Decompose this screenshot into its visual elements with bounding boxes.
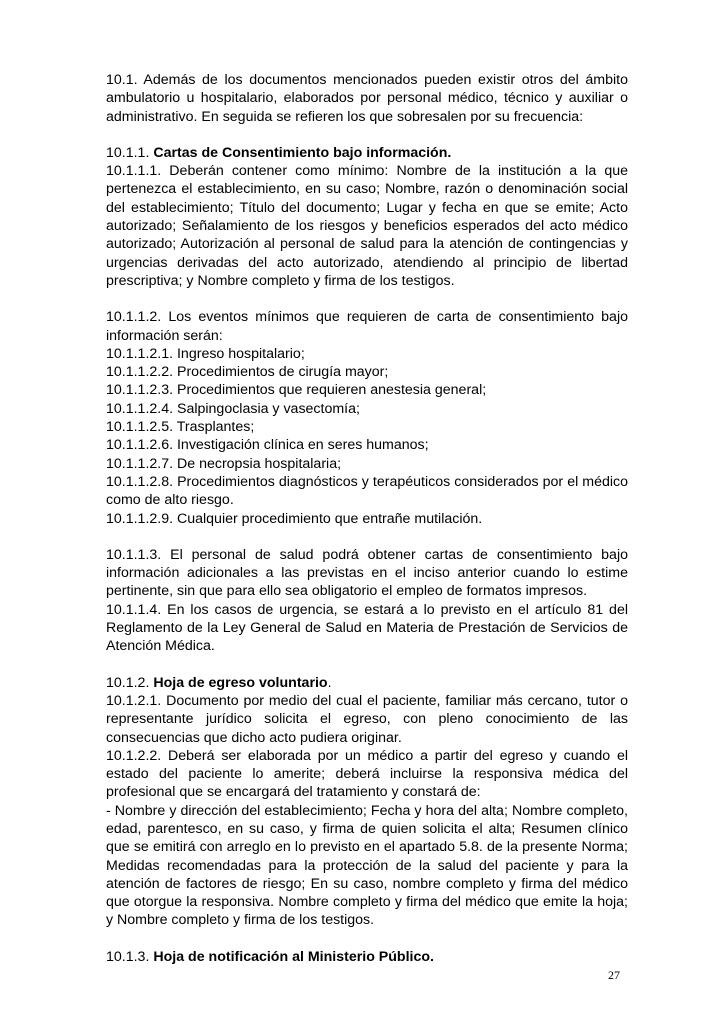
document-page [106,71,628,966]
section-title: Cartas de Consentimiento bajo información. [153,144,452,161]
section-10-1-1-heading [106,144,628,162]
section-number: 10.1.3. [106,948,154,965]
intro-paragraph: 10.1. Además de los documentos mencionados pueden existir otros del ámbito ambulatorio u hospitalario, elaborados por personal médico, técnico y auxiliar o administrativo. En seguida se refieren los que sobresalen por su frecuencia: [106,72,628,125]
paragraph-10-1-1-3: 10.1.1.3. El personal de salud podrá obtener cartas de consentimiento bajo información adicionales a las previstas en el inciso anterior cuando lo estime pertinente, sin que para ello sea obligatorio el empleo de formatos impresos. [106,546,628,600]
paragraph-10-1-2-2-items: - Nombre y dirección del establecimiento; Fecha y hora del alta; Nombre completo, edad, parentesco, en su caso, y firma de quien solicita el alta; Resumen clínico que se emitirá con arreglo en lo previsto en el apartado 5.8. de la presente Norma; Medidas recomendadas para la protección de la salud del paciente y para la atención de factores de riesgo; En su caso, nombre completo y firma del médico que otorgue la responsiva. Nombre completo y firma del médico que emite la hoja; y Nombre completo y firma de los testigos. [106,802,628,929]
paragraph-10-1-2-1: 10.1.2.1. Documento por medio del cual el paciente, familiar más cercano, tutor o representante jurídico solicita el egreso, con pleno conocimiento de las consecuencias que dicho acto pudiera originar. [106,692,628,746]
paragraph-10-1-2-2: 10.1.2.2. Deberá ser elaborada por un médico a partir del egreso y cuando el estado del paciente lo amerite; deberá incluirse la responsiva médica del profesional que se encargará del tratamiento y constará de: [106,747,628,801]
list-item: 10.1.1.2.4. Salpingoclasia y vasectomía; [106,400,360,417]
page-number: 27 [608,968,620,982]
section-number: 10.1.1. [106,144,154,161]
list-item: 10.1.1.2.5. Trasplantes; [106,419,255,436]
paragraph-10-1-1-4: 10.1.1.4. En los casos de urgencia, se estará a lo previsto en el artículo 81 del Reglamento de la Ley General de Salud en Materia de Prestación de Servicios de Atención Médica. [106,601,628,655]
paragraph-10-1-1-2: 10.1.1.2. Los eventos mínimos que requieren de carta de consentimiento bajo información serán: [106,309,628,344]
list-item: 10.1.1.2.6. Investigación clínica en seres humanos; [106,437,429,454]
list-item: 10.1.1.2.1. Ingreso hospitalario; [106,345,305,362]
section-title: Hoja de egreso voluntario [153,674,328,691]
paragraph-10-1-1-1: 10.1.1.1. Deberán contener como mínimo: Nombre de la institución a la que pertenezca el establecimiento, en su caso; Nombre, razón o denominación social del establecimiento; Título del documento; Lugar y fecha en que se emite; Acto autorizado; Señalamiento de los riesgos y beneficios esperados del acto médico autorizado; Autorización al personal de salud para la atención de contingencias y urgencias derivadas del acto autorizado, atendiendo al principio de libertad prescriptiva; y Nombre completo y firma de los testigos. [106,163,628,289]
section-title: Hoja de notificación al Ministerio Público. [153,948,434,965]
section-10-1-3-heading [106,948,628,966]
section-number: 10.1.2. [106,674,154,691]
section-title-end: . [327,674,332,691]
section-10-1-2-heading [106,674,628,692]
list-item: 10.1.1.2.3. Procedimientos que requieren anestesia general; [106,382,487,399]
list-item: 10.1.1.2.9. Cualquier procedimiento que entrañe mutilación. [106,510,483,527]
list-item: 10.1.1.2.7. De necropsia hospitalaria; [106,455,342,472]
list-item: 10.1.1.2.8. Procedimientos diagnósticos y terapéuticos considerados por el médico como de alto riesgo. [106,473,628,509]
list-item: 10.1.1.2.2. Procedimientos de cirugía mayor; [106,364,389,381]
events-list [106,345,628,528]
